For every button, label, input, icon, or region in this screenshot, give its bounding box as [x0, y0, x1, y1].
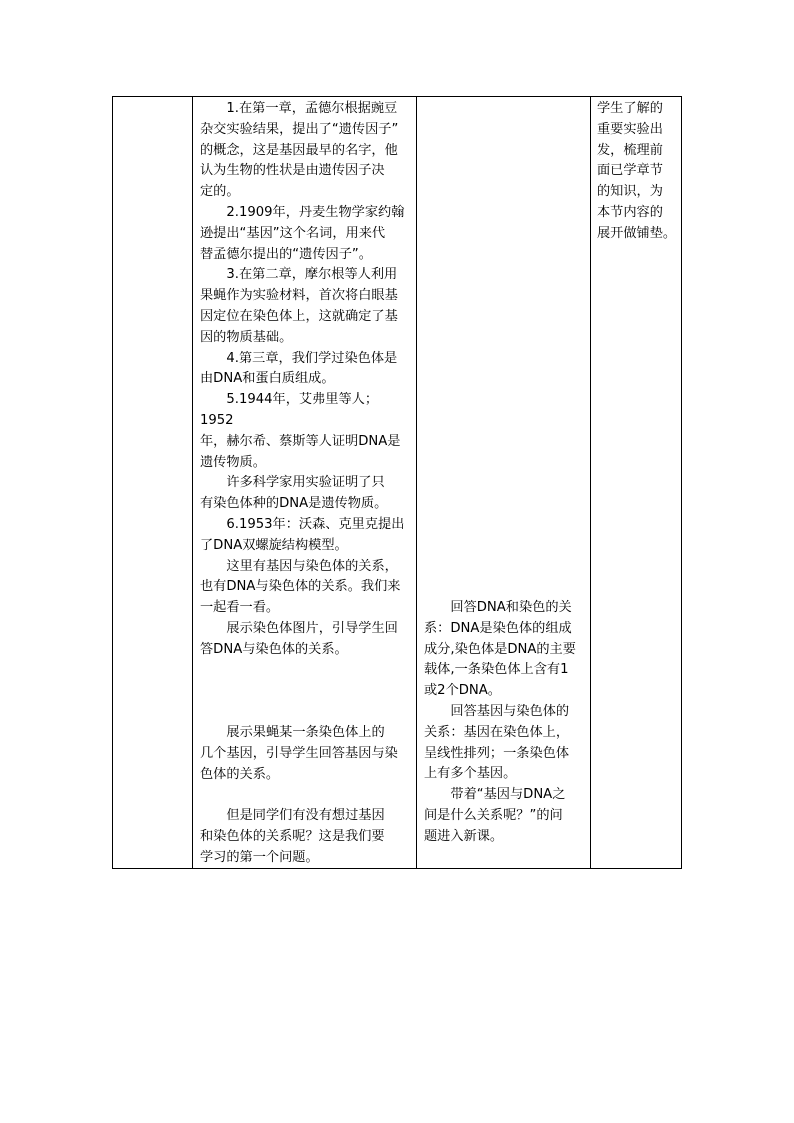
text-line: 面已学章节	[597, 163, 663, 179]
design-intent-text	[591, 97, 681, 245]
text-line: 这里有基因与染色体的关系，	[226, 558, 398, 574]
text-line: 上有多个基因。	[424, 766, 517, 782]
text-line: 年，赫尔希、蔡斯等人证明DNA是	[200, 433, 401, 449]
text-line: 关系：基因在染色体上，	[424, 724, 570, 740]
text-line: 和染色体的关系呢？这是我们要	[200, 828, 385, 844]
paragraph	[200, 723, 411, 785]
paragraph	[200, 349, 411, 391]
text-line: 因定位在染色体上，这就确定了基	[200, 308, 398, 324]
paragraph	[200, 265, 411, 348]
text-line: 几个基因，引导学生回答基因与染	[200, 745, 398, 761]
text-line: 色体的关系。	[200, 766, 280, 782]
lesson-table	[112, 96, 682, 869]
text-line: 展示果蝇某一条染色体上的	[226, 724, 385, 740]
paragraph	[200, 515, 411, 557]
text-line: 展开做铺垫。	[597, 225, 677, 241]
text-line: 重要实验出	[597, 121, 663, 137]
blank-line	[200, 661, 411, 682]
text-line: 系：DNA是染色体的组成	[424, 620, 572, 636]
spacer	[424, 99, 586, 598]
text-line: 的知识，为	[597, 184, 663, 200]
text-line: 题进入新课。	[424, 828, 504, 844]
paragraph	[200, 203, 411, 265]
paragraph	[200, 99, 411, 203]
text-line: 许多科学家用实验证明了只	[226, 475, 385, 491]
text-line: 的概念，这是基因最早的名字，他	[200, 142, 398, 158]
text-line: 载体,一条染色体上含有1	[424, 662, 569, 678]
blank-line	[200, 785, 411, 806]
text-line: 一起看一看。	[200, 600, 280, 616]
text-line: 本节内容的	[597, 204, 663, 220]
paragraph	[424, 598, 586, 702]
text-line: 2.1909年，丹麦生物学家约翰	[226, 204, 405, 220]
table-row	[113, 97, 682, 869]
paragraph	[424, 702, 586, 785]
paragraph	[200, 390, 411, 473]
text-line: 也有DNA与染色体的关系。我们来	[200, 579, 401, 595]
text-line: 呈线性排列；一条染色体	[424, 745, 570, 761]
paragraph	[200, 619, 411, 661]
student-activity-text	[417, 97, 590, 848]
text-line: 发，梳理前	[597, 142, 663, 158]
text-line: 间是什么关系呢？”的问	[424, 807, 563, 823]
text-line: 逊提出“基因”这个名词，用来代	[200, 225, 386, 241]
text-line: 学习的第一个问题。	[200, 849, 319, 865]
text-line: 由DNA和蛋白质组成。	[200, 371, 335, 387]
text-line: 定的。	[200, 184, 240, 200]
text-line: 带着“基因与DNA之	[450, 787, 566, 803]
text-line: 展示染色体图片，引导学生回	[226, 620, 398, 636]
text-line: 回答基因与染色体的	[450, 703, 570, 719]
text-line: 果蝇作为实验材料，首次将白眼基	[200, 288, 398, 304]
teacher-activity-cell	[193, 97, 417, 869]
design-intent-cell	[591, 97, 682, 869]
text-line: 替孟德尔提出的“遗传因子”。	[200, 246, 372, 262]
paragraph	[424, 785, 586, 847]
text-line: 但是同学们有没有想过基因	[226, 808, 385, 824]
text-line: 回答DNA和染色的关	[450, 600, 572, 615]
text-line: 或2个DNA。	[424, 683, 501, 699]
text-line: 遗传物质。	[200, 454, 266, 470]
text-line: 1.在第一章，孟德尔根据豌豆	[226, 101, 398, 116]
paragraph	[200, 557, 411, 619]
text-line: 成分,染色体是DNA的主要	[424, 641, 576, 657]
text-line: 4.第三章，我们学过染色体是	[226, 350, 398, 366]
text-line: 因的物质基础。	[200, 329, 293, 345]
teacher-activity-text	[193, 97, 416, 868]
text-line: 6.1953年：沃森、克里克提出	[226, 516, 405, 532]
text-line: 答DNA与染色体的关系。	[200, 641, 348, 657]
text-line: 学生了解的	[597, 101, 663, 116]
text-line: 了DNA双螺旋结构模型。	[200, 537, 348, 553]
blank-line	[200, 702, 411, 723]
text-line: 杂交实验结果，提出了“遗传因子”	[200, 121, 399, 137]
text-line: 5.1944年，艾弗里等人；1952	[200, 392, 379, 428]
text-line: 3.在第二章，摩尔根等人利用	[226, 267, 398, 283]
paragraph	[200, 473, 411, 515]
blank-line	[200, 681, 411, 702]
text-line: 有染色体种的DNA是遗传物质。	[200, 496, 388, 512]
text-line: 认为生物的性状是由遗传因子决	[200, 163, 385, 179]
paragraph	[200, 806, 411, 868]
student-activity-cell	[417, 97, 591, 869]
stage-cell	[113, 97, 193, 869]
paragraph	[597, 99, 679, 245]
